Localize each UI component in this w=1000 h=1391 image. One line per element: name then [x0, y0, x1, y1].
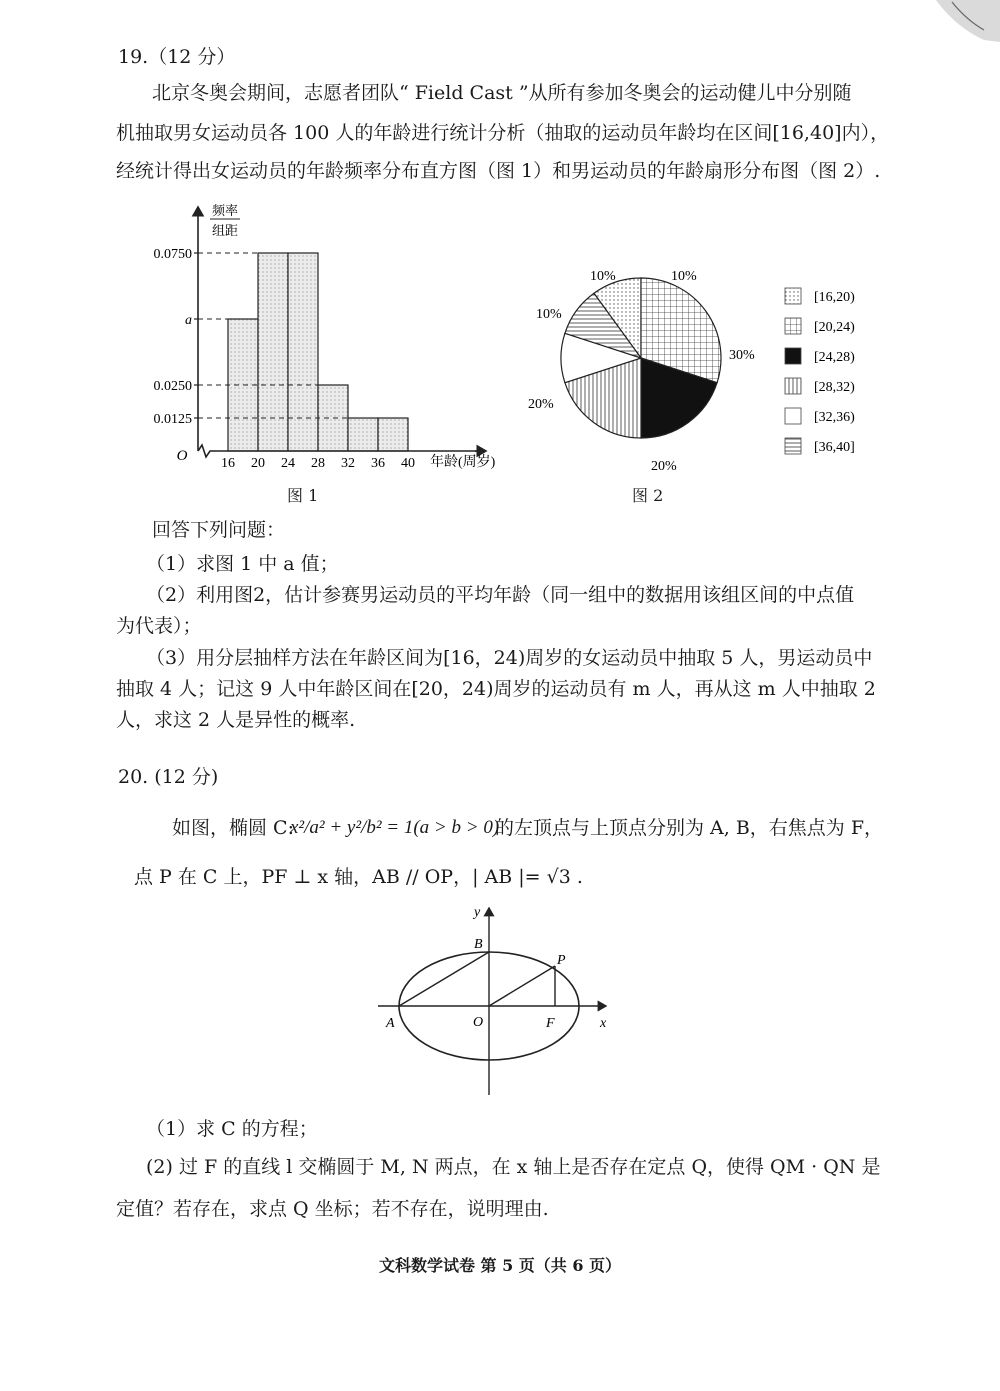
q20-para-1a: 如图，椭圆 C: — [172, 817, 294, 839]
pie-value-label: 10% — [590, 269, 616, 284]
label-A: A — [386, 1016, 395, 1031]
hist-ytick-label: 0.0125 — [153, 412, 192, 427]
q19-para-1: 北京冬奥会期间，志愿者团队“ Field Cast ”从所有参加冬奥会的运动健儿中分别随 — [152, 82, 852, 104]
hist-xtick-label: 40 — [401, 456, 415, 471]
pie-value-label: 20% — [528, 397, 554, 412]
q20-para-1b: 的左顶点与上顶点分别为 A, B，右焦点为 F， — [495, 817, 884, 839]
legend-label: [24,28) — [814, 350, 855, 365]
q19-sub-3c: 人，求这 2 人是异性的概率. — [116, 709, 356, 731]
hist-bar-[20,24) — [258, 253, 288, 451]
ellipse-diagram — [370, 900, 630, 1100]
q19-para-2: 机抽取男女运动员各 100 人的年龄进行统计分析（抽取的运动员年龄均在区间[16,40]内）， — [116, 122, 890, 144]
q19-answer-intro: 回答下列问题： — [152, 519, 286, 541]
q20-head: 20. (12 分) — [118, 766, 219, 788]
hist-bar-[36,40] — [378, 418, 408, 451]
histogram-figure-1 — [130, 195, 520, 510]
hist-ytick-label: a — [185, 313, 192, 328]
q19-para-3: 经统计得出女运动员的年龄频率分布直方图（图 1）和男运动员的年龄扇形分布图（图 2）. — [116, 160, 881, 182]
pie-value-label: 10% — [536, 307, 562, 322]
hist-ylabel-top: 频率 — [211, 203, 239, 218]
q19-sub-2b: 为代表）； — [116, 615, 202, 637]
hist-xtick-label: 36 — [371, 456, 385, 471]
legend-swatch — [785, 408, 801, 424]
hist-xtick-label: 20 — [251, 456, 265, 471]
legend-swatch — [785, 348, 801, 364]
legend-label: [20,24) — [814, 320, 855, 335]
legend-swatch — [785, 378, 801, 394]
q20-ellipse-equation: x²/a² + y²/b² = 1(a > b > 0) — [290, 817, 500, 838]
label-x: x — [600, 1016, 607, 1031]
hist-bar-[24,28) — [288, 253, 318, 451]
legend-swatch — [785, 318, 801, 334]
fig2-caption: 图 2 — [632, 486, 664, 505]
pie-value-label: 20% — [651, 459, 677, 474]
hist-xtick-label: 16 — [221, 456, 235, 471]
pie-value-label: 10% — [671, 269, 697, 284]
q19-sub-2a: （2）利用图2，估计参赛男运动员的平均年龄（同一组中的数据用该组区间的中点值 — [146, 584, 855, 606]
q19-sub-3b: 抽取 4 人；记这 9 人中年龄区间在[20，24)周岁的运动员有 m 人，再从这 m 人中抽取 2 — [116, 678, 876, 700]
hist-ytick-label: 0.0750 — [153, 247, 192, 262]
pie-value-label: 30% — [729, 348, 755, 363]
q20-sub-1: （1）求 C 的方程； — [146, 1118, 318, 1140]
hist-xtick-label: 28 — [311, 456, 325, 471]
legend-label: [28,32) — [814, 380, 855, 395]
hist-origin-label: O — [176, 448, 188, 464]
q19-head: 19.（12 分） — [118, 46, 236, 68]
page-footer: 文科数学试卷 第 5 页（共 6 页） — [378, 1256, 622, 1275]
q20-sub-2b: 定值？若存在，求点 Q 坐标；若不存在，说明理由. — [116, 1198, 549, 1220]
hist-ytick-label: 0.0250 — [153, 379, 192, 394]
q20-sub-2a: (2) 过 F 的直线 l 交椭圆于 M, N 两点，在 x 轴上是否存在定点 Q，使得 QM · QN 是 — [146, 1156, 881, 1178]
hist-ylabel-bottom: 组距 — [211, 223, 239, 238]
label-B: B — [474, 937, 483, 952]
legend-label: [32,36) — [814, 410, 855, 425]
segment-AB — [399, 952, 489, 1006]
label-P: P — [557, 953, 566, 968]
label-F: F — [546, 1016, 555, 1031]
legend-label: [16,20) — [814, 290, 855, 305]
hist-xlabel: 年龄(周岁) — [430, 455, 496, 470]
hist-bar-[32,36) — [348, 418, 378, 451]
segment-OP — [489, 966, 555, 1006]
pie-figure-2 — [520, 258, 940, 480]
label-y: y — [474, 905, 481, 920]
legend-label: [36,40] — [814, 440, 855, 455]
legend-swatch — [785, 288, 801, 304]
label-O: O — [473, 1015, 484, 1030]
hist-xtick-label: 24 — [281, 456, 295, 471]
q19-sub-3a: （3）用分层抽样方法在年龄区间为[16，24)周岁的女运动员中抽取 5 人，男运动员中 — [146, 647, 873, 669]
fig1-caption: 图 1 — [287, 486, 319, 505]
hist-xtick-label: 32 — [341, 456, 355, 471]
corner-scan-mark — [932, 0, 1000, 48]
q19-sub-1: （1）求图 1 中 a 值； — [146, 553, 339, 575]
legend-swatch — [785, 438, 801, 454]
q20-para-2: 点 P 在 C 上，PF ⊥ x 轴，AB // OP，| AB |= √3 . — [134, 866, 583, 888]
